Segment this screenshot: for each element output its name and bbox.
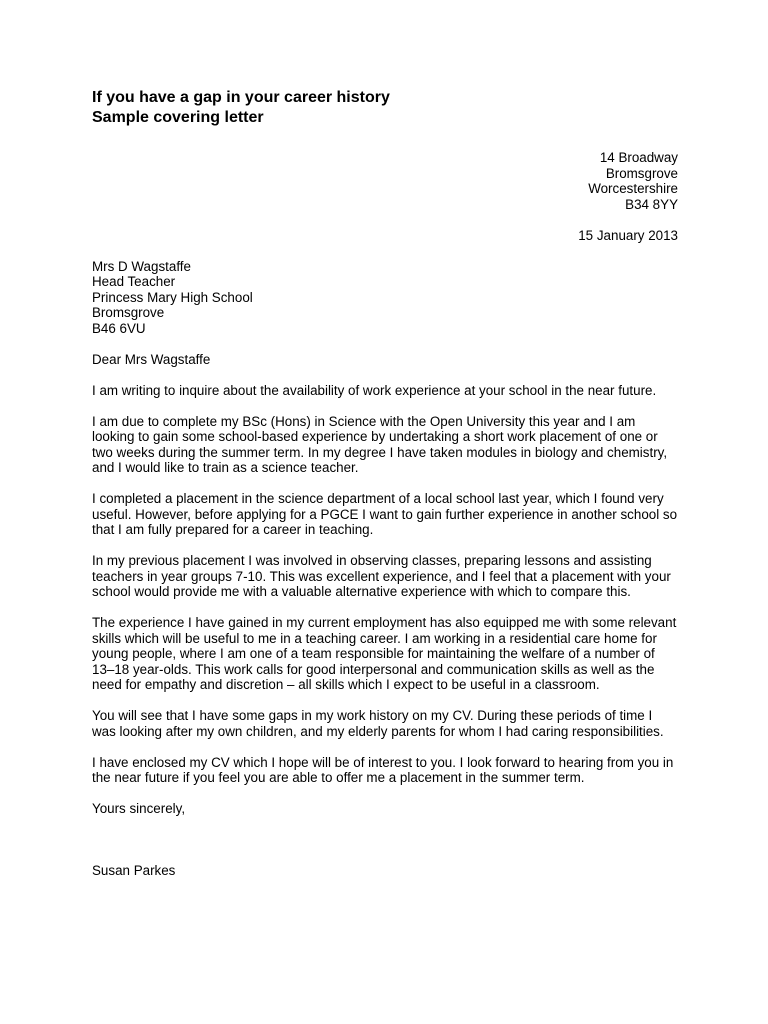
letter-page <box>92 88 678 878</box>
body-paragraph: I have enclosed my CV which I hope will be of interest to you. I look forward to hearing from you in the near future if you feel you are able to offer me a placement in the summer term. <box>92 754 674 785</box>
recipient-address-line: Head Teacher <box>92 274 176 289</box>
recipient-address-line: Bromsgrove <box>92 305 165 320</box>
body-paragraph: I am writing to inquire about the availability of work experience at your school in the near future. <box>92 382 657 398</box>
sender-address <box>92 150 678 212</box>
salutation: Dear Mrs Wagstaffe <box>92 351 211 367</box>
signature-name: Susan Parkes <box>92 862 176 878</box>
closing: Yours sincerely, <box>92 801 186 816</box>
sender-address-line: B34 8YY <box>625 196 678 212</box>
sender-address-line: 14 Broadway <box>599 150 678 165</box>
recipient-address <box>92 259 678 337</box>
letter-date: 15 January 2013 <box>578 227 678 243</box>
page-title <box>92 88 678 128</box>
title-line-2: Sample covering letter <box>92 109 264 126</box>
sender-address-line: Worcestershire <box>588 181 678 196</box>
recipient-address-line: B46 6VU <box>92 320 146 336</box>
recipient-address-line: Princess Mary High School <box>92 289 253 305</box>
letter-body <box>92 383 678 786</box>
body-paragraph: I completed a placement in the science department of a local school last year, which I found very useful. However, before applying for a PGCE I want to gain further experience in another school so that I am fully prepared for a career in teaching. <box>92 491 678 537</box>
recipient-address-line: Mrs D Wagstaffe <box>92 258 191 274</box>
title-line-1: If you have a gap in your career history <box>92 89 390 106</box>
body-paragraph: I am due to complete my BSc (Hons) in Science with the Open University this year and I am looking to gain some school-based experience by undertaking a short work placement of one or two weeks during the summer term. In my degree I have taken modules in biology and chemistry, and I would like to train as a science teacher. <box>92 413 668 475</box>
body-paragraph: The experience I have gained in my current employment has also equipped me with some relevant skills which will be useful to me in a teaching career. I am working in a residential care home for young people, where I am one of a team responsible for maintaining the welfare of a number of 13–18 year-olds. This work calls for good interpersonal and communication skills as well as the need for empathy and discretion – all skills which I expect to be useful in a classroom. <box>92 615 677 692</box>
body-paragraph: In my previous placement I was involved in observing classes, preparing lessons and assisting teachers in year groups 7-10. This was excellent experience, and I feel that a placement with your school would provide me with a valuable alternative experience with which to compare this. <box>92 553 671 599</box>
sender-address-line: Bromsgrove <box>605 165 678 181</box>
body-paragraph: You will see that I have some gaps in my work history on my CV. During these periods of time I was looking after my own children, and my elderly parents for whom I had caring responsibilities. <box>92 708 664 739</box>
